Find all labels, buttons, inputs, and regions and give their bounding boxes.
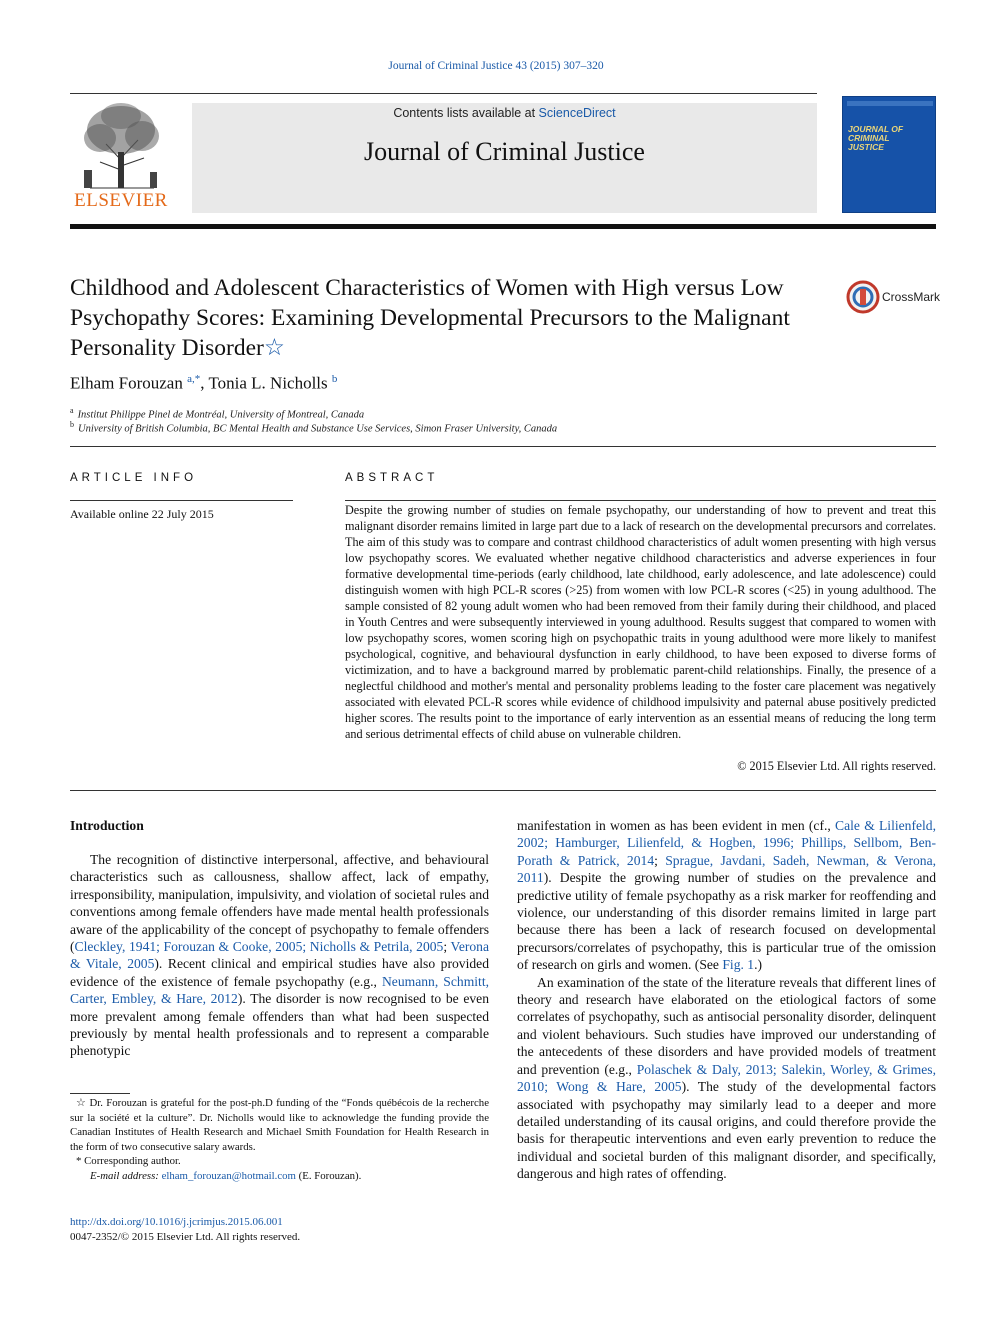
body-text: The recognition of distinctive interpersonal, affective, and behavioural characteristics such as callousness, shallow affect, lack of empathy, irresponsibility, manipulation, impulsivity, and violation of societal rules and conventions among female offenders have made mental health professionals aware of the applicability of the concept of psychopathy to female offenders ( <box>70 852 489 955</box>
author-separator: , <box>200 373 209 393</box>
journal-banner <box>192 103 817 213</box>
abstract-bottom-rule <box>70 790 936 791</box>
journal-name: Journal of Criminal Justice <box>364 137 645 166</box>
header-thick-rule <box>70 224 936 229</box>
body-paragraph <box>517 817 936 974</box>
author-name[interactable]: Tonia L. Nicholls <box>208 373 328 393</box>
crossmark-badge[interactable] <box>846 280 946 316</box>
body-paragraph <box>70 851 489 1060</box>
citation-link[interactable]: Cleckley, 1941; Forouzan & Cooke, 2005; Nicholls & Petrila, 2005 <box>74 939 444 955</box>
affiliation-text: University of British Columbia, BC Mental Health and Substance Use Services, Simon Fraser University, Canada <box>78 423 558 435</box>
journal-cover-thumbnail[interactable] <box>842 96 936 213</box>
footnote-mark: ☆ <box>76 1097 87 1109</box>
journal-citation[interactable]: Journal of Criminal Justice 43 (2015) 307–320 <box>388 60 604 72</box>
affiliation-rule <box>70 446 936 447</box>
author-list <box>70 373 337 394</box>
body-text: ). Despite the growing number of studies on the prevalence and predictive utility of female psychopathy as a risk marker for reoffending and violence, our understanding of this disorder remains limited in large part because there has been a lack of research focused on developmental precursors/correlates of psychopathy, this is particular true of the omission of research on girls and women. (See <box>517 870 936 973</box>
footnote-text: Dr. Forouzan is grateful for the post-ph.D funding of the “Fonds québécois de la recherche sur la société et la culture”. Dr. Nicholls would like to acknowledge the funding provide the Canadian Institutes of Health Research and Michael Smith Foundation for Health Research in the form of two consecutive salary awards. <box>70 1097 489 1153</box>
issn-copyright: 0047-2352/© 2015 Elsevier Ltd. All rights reserved. <box>70 1230 301 1243</box>
header-rule <box>70 93 817 94</box>
footnotes <box>70 1096 489 1183</box>
email-label: E-mail address: <box>90 1169 162 1182</box>
contents-prefix: Contents lists available at <box>393 106 539 120</box>
available-online-date: Available online 22 July 2015 <box>70 507 214 521</box>
cover-title: JOURNAL OF CRIMINAL JUSTICE <box>848 124 904 152</box>
body-paragraph <box>517 974 936 1183</box>
footnote-text: Corresponding author. <box>81 1155 181 1167</box>
body-text: ; <box>443 939 451 955</box>
body-text: ). The disorder is now recognised to be even more prevalent among female offenders than what had been suspected previously by mental health professionals and to represent a comparable phenotypic <box>70 991 489 1059</box>
affiliation-mark: a <box>70 406 74 415</box>
citation-link[interactable]: Cale & Lilienfeld, 2002; Hamburger, Lilienfeld, & Hogben, 1996; Phillips, Sellbom, Ben-Porath & Patrick, 2014 <box>517 818 937 868</box>
article-info-heading: ARTICLE INFO <box>70 472 198 484</box>
author-affiliation-mark[interactable]: a,* <box>187 373 201 385</box>
abstract-rule <box>345 500 936 501</box>
email-suffix: (E. Forouzan). <box>295 1169 362 1182</box>
footnote-email <box>70 1169 489 1184</box>
article-title <box>70 273 810 363</box>
citation-link[interactable]: Verona & Vitale, 2005 <box>70 939 490 972</box>
article-title-text: Childhood and Adolescent Characteristics of Women with High versus Low Psychopathy Scores: Examining Developmental Precursors to the Malignant Personality Disorder <box>70 275 790 361</box>
sciencedirect-link[interactable]: ScienceDirect <box>538 106 616 120</box>
body-column-right <box>517 817 936 1183</box>
body-text: .) <box>754 957 763 973</box>
affiliation-mark: b <box>70 420 74 429</box>
affiliation-a <box>70 406 364 421</box>
elsevier-logo <box>70 100 172 212</box>
body-column-left <box>70 851 489 1060</box>
affiliation-text: Institut Philippe Pinel de Montréal, University of Montreal, Canada <box>77 409 365 421</box>
email-link[interactable]: elham_forouzan@hotmail.com <box>161 1169 296 1182</box>
author-affiliation-mark[interactable]: b <box>331 373 338 385</box>
elsevier-tree-icon <box>70 100 172 192</box>
author-name[interactable]: Elham Forouzan <box>70 373 183 393</box>
article-footer <box>70 1215 300 1244</box>
figure-link[interactable]: Fig. 1 <box>722 957 755 973</box>
body-text: ). Recent clinical and empirical studies have also provided evidence of the existence of female psychopathy (e.g., <box>70 956 489 989</box>
footnote-corresponding <box>70 1154 489 1169</box>
body-text: An examination of the state of the literature reveals that different lines of theory and research have elaborated on the etiological factors of some correlates of psychopathy, such as antisocial personality disorder, delinquent and violent behaviours. Such studies have improved our understanding of the antecedents of these disorders and have provided models of treatment and prevention (e.g., <box>517 974 936 1077</box>
abstract-heading: ABSTRACT <box>345 472 439 484</box>
footnote-funding <box>70 1096 489 1154</box>
body-text: ; <box>654 852 666 868</box>
crossmark-icon <box>846 280 880 314</box>
elsevier-wordmark: ELSEVIER <box>74 190 168 211</box>
affiliation-b <box>70 420 557 435</box>
crossmark-label: CrossMark <box>882 290 941 304</box>
cover-strip <box>847 101 933 106</box>
citation-link[interactable]: Neumann, Schmitt, Carter, Embley, & Hare, 2012 <box>70 973 489 1007</box>
body-text: ). The study of the developmental factors associated with psychopathy may similarly lead to a deeper and more detailed understanding of its causal origins, and could therefore provide the basis for therapeutic interventions and even early prevention to reduce the individual and societal burden of this malignant disorder, and specifically, dangerous and high rates of offending. <box>517 1079 937 1182</box>
article-info-rule <box>70 500 293 501</box>
footnote-rule <box>70 1093 130 1094</box>
abstract-text: Despite the growing number of studies on female psychopathy, our understanding of how to prevent and treat this malignant disorder remains limited in large part due to a lack of research on the developmental precursors and correlates. The aim of this study was to compare and contrast childhood characteristics of adult women presenting with high versus low psychopathy scores. We evaluated whether negative childhood characteristics and adverse experiences in four formative developmental time-periods (early childhood, late childhood, early adolescence, and late adolescence) could distinguish women with high PCL-R scores (>25) from women with low PCL-R scores (<25) in young adulthood. The sample consisted of 82 young adult women who had been removed from their family during their childhood, and placed in Youth Centres and were subsequently interviewed in young adulthood. Results suggest that compared to women with low psychopathy scores, women scoring high on psychopathic traits in young adulthood were more likely to manifest psychological, cognitive, and behavioural dysfunction in early childhood, to have been exposed to diverse forms of victimization, and to have a background marred by problematic parent-child relationships. Finally, the presence of a neglectful childhood and mother's mental and personality problems leading to the foster care placement was negatively associated with elevated PCL-R scores while evidence of childhood impulsivity and paternal abuse positively predicted higher scores. The results point to the importance of early intervention as an essential means of reducing the long term and serious detrimental effects of child abuse on vulnerable children. <box>345 503 936 741</box>
citation-link[interactable]: Sprague, Javdani, Sadeh, Newman, & Verona, 2011 <box>517 852 937 886</box>
body-text: manifestation in women as has been evident in men (cf., <box>517 818 836 833</box>
section-heading-introduction: Introduction <box>70 818 144 833</box>
doi-link[interactable]: http://dx.doi.org/10.1016/j.jcrimjus.2015.06.001 <box>70 1216 283 1228</box>
abstract-copyright: © 2015 Elsevier Ltd. All rights reserved. <box>737 759 936 773</box>
footnote-mark: * <box>76 1155 82 1167</box>
contents-line <box>192 106 817 120</box>
citation-link[interactable]: Polaschek & Daly, 2013; Salekin, Worley, & Grimes, 2010; Wong & Hare, 2005 <box>517 1061 936 1095</box>
title-footnote-mark[interactable]: ☆ <box>263 335 285 361</box>
